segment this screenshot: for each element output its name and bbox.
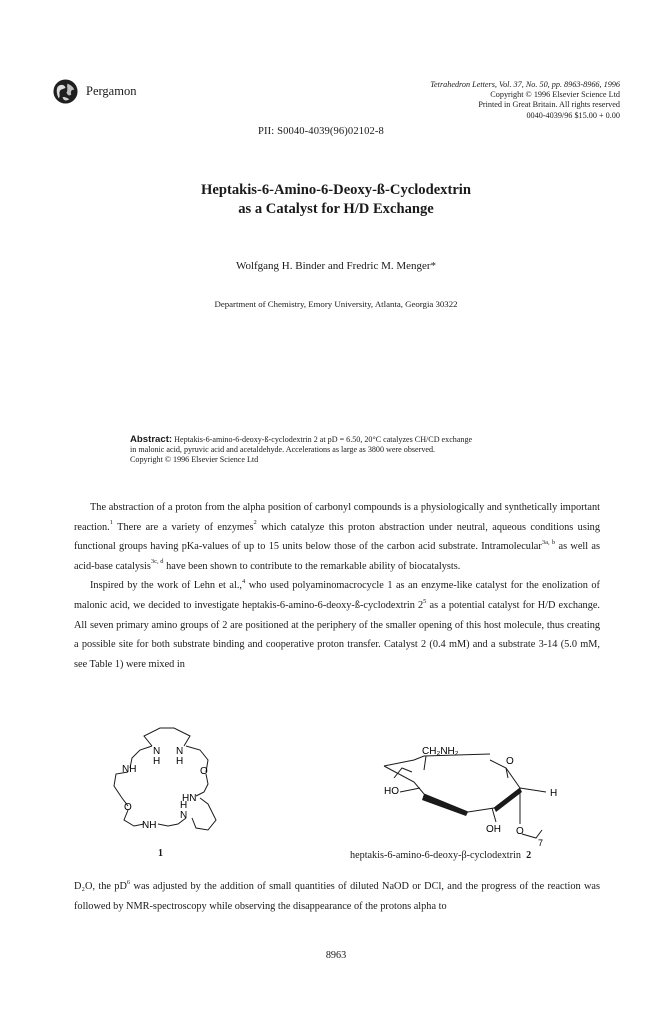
atom-label: OH: [486, 824, 501, 835]
atom-label: HN: [182, 793, 197, 804]
abstract: [130, 435, 570, 466]
structure-compound-1: [96, 724, 246, 836]
journal-citation: [300, 80, 620, 121]
atom-label: 7: [538, 838, 544, 846]
journal-line-4: 0040-4039/96 $15.00 + 0.00: [526, 110, 620, 120]
paragraph-1: The abstraction of a proton from the alpha position of carbonyl compounds is a physiologically and synthetically important reaction.$^1$ There are a variety of enzymes$^2$ which catalyze this proton abstraction under neutral, aqueous conditions using functional groups having pKa-values of up to 15 units below those of the carbon acid substrate. Intramolecular$^{3a, b}$ as well as acid-base catalysis$^{3c, d}$ have been shown to contribute to the remarkable ability of biocatalysts.: [74, 502, 600, 572]
atom-label: N: [153, 746, 161, 757]
authors: Wolfgang H. Binder and Fredric M. Menger*: [235, 260, 437, 272]
atom-label: HO: [384, 786, 399, 797]
title-line-2: as a Catalyst for H/D Exchange: [238, 201, 434, 217]
atom-label: H: [180, 800, 188, 811]
affiliation: Department of Chemistry, Emory University, Atlanta, Georgia 30322: [214, 299, 458, 309]
page-number: 8963: [325, 950, 347, 961]
atom-label: O: [516, 826, 524, 837]
body-text-upper: [74, 498, 600, 674]
body-text-lower: [74, 877, 600, 916]
paper-title: [0, 181, 672, 219]
atom-label: N: [176, 746, 184, 757]
atom-label: NH: [142, 820, 157, 831]
compound-2-label: heptakis-6-amino-6-deoxy-β-cyclodextrin 2: [350, 850, 532, 861]
atom-label: CH₂NH₂: [422, 746, 459, 757]
pii-identifier: PII: S0040-4039(96)02102-8: [258, 126, 384, 137]
abstract-line-2: in malonic acid, pyruvic acid and acetaldehyde. Accelerations as large as 3800 were observed.: [130, 445, 436, 455]
atom-label: O: [506, 756, 514, 767]
publisher-logo: [52, 78, 172, 106]
atom-label: NH: [122, 764, 137, 775]
pergamon-globe-icon: [52, 78, 79, 105]
atom-label: O: [200, 766, 208, 777]
journal-line-3: Printed in Great Britain. All rights reserved: [478, 100, 620, 110]
abstract-line-1: Abstract: Heptakis-6-amino-6-deoxy-ß-cyclodextrin 2 at pD = 6.50, 20°C catalyzes CH/CD exchange: [130, 434, 473, 445]
abstract-label: Abstract:: [130, 434, 173, 445]
journal-line-1: Tetrahedron Letters, Vol. 37, No. 50, pp. 8963-8966, 1996: [430, 80, 620, 89]
atom-label: H: [176, 756, 184, 767]
paragraph-3: D₂O, the $pD^6$ was adjusted by the addition of small quantities of diluted NaOD or DCl, and the progress of the reaction was followed by NMR-spectroscopy while observing the disappearance of the protons alpha to: [74, 878, 601, 912]
publisher-name: Pergamon: [86, 84, 137, 98]
journal-line-2: Copyright © 1996 Elsevier Science Ltd: [490, 90, 620, 100]
title-line-1: Heptakis-6-Amino-6-Deoxy-ß-Cyclodextrin: [201, 182, 471, 198]
abstract-copyright: Copyright © 1996 Elsevier Science Ltd: [130, 455, 259, 465]
paragraph-2: Inspired by the work of Lehn et al.,$^4$ who used polyaminomacrocycle 1 as an enzyme-like catalyst for the enolization of malonic acid, we decided to investigate heptakis-6-amino-6-deoxy-ß-cyclodextrin $2^5$ as a potential catalyst for H/D exchange. All seven primary amino groups of 2 are positioned at the periphery of the smaller opening of this host molecule, thus creating a possible site for both substrate binding and cooperative proton transfer. Catalyst 2 (0.4 mM) and a substrate 3-14 (5.0 mM, see Table 1) were mixed in: [74, 577, 600, 670]
structure-compound-2: [356, 738, 576, 846]
atom-label: H: [550, 788, 558, 799]
atom-label: O: [124, 802, 132, 813]
compound-1-label: 1: [158, 848, 163, 859]
atom-label: H: [153, 756, 161, 767]
atom-label: N: [180, 810, 188, 821]
